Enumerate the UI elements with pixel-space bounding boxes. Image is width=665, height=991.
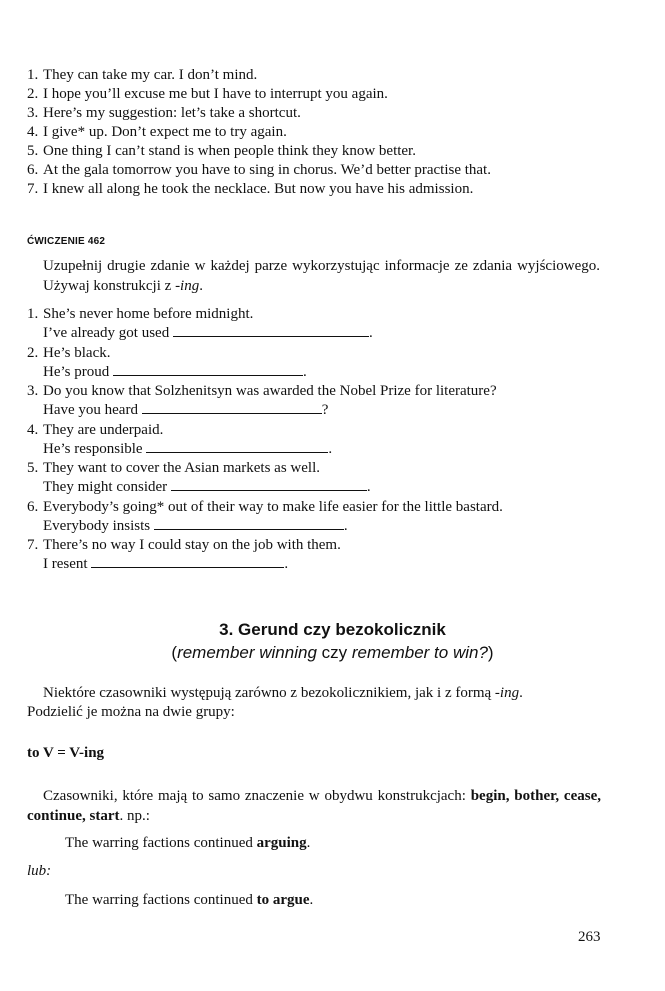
- description: Czasowniki, które mają to samo znaczenie w obydwu konstrukcjach: begin, bother, cease, continue, start. np.:: [27, 788, 601, 824]
- exercise-item: 4. They are underpaid. He’s responsible .: [27, 422, 333, 457]
- exercise-title: ĆWICZENIE 462: [27, 236, 106, 247]
- list-item: 2. I hope you’ll excuse me but I have to interrupt you again.: [27, 86, 388, 102]
- answer-blank[interactable]: [113, 363, 303, 376]
- lub-label: lub:: [27, 863, 52, 879]
- section-subtitle: (remember winning czy remember to win?): [171, 643, 494, 662]
- page-number: 263: [578, 929, 601, 945]
- answer-blank[interactable]: [171, 478, 367, 491]
- answer-blank[interactable]: [146, 440, 328, 453]
- exercise-item: 6. Everybody’s going* out of their way to make life easier for the little bastard. Everybody insists .: [27, 499, 503, 534]
- answer-blank[interactable]: [142, 401, 322, 414]
- section-title: 3. Gerund czy bezokolicznik: [219, 620, 446, 639]
- list-item: 7. I knew all along he took the necklace. But now you have his admission.: [27, 181, 474, 197]
- exercise-item: 5. They want to cover the Asian markets as well. They might consider .: [27, 460, 371, 495]
- example-sentence: The warring factions continued to argue.: [65, 892, 314, 908]
- exercise-instruction: Uzupełnij drugie zdanie w każdej parze wykorzystując informacje ze zdania wyjściowego. Używaj konstrukcji z -ing.: [43, 258, 600, 294]
- exercise-item: 7. There’s no way I could stay on the job with them. I resent .: [27, 537, 341, 572]
- exercise-item: 3. Do you know that Solzhenitsyn was awarded the Nobel Prize for literature? Have you heard ?: [27, 383, 497, 418]
- exercise-item: 2. He’s black. He’s proud .: [27, 345, 307, 380]
- subheading: to V = V-ing: [27, 745, 105, 761]
- exercise-item: 1. She’s never home before midnight. I’ve already got used .: [27, 306, 373, 341]
- intro-line-1: Niektóre czasowniki występują zarówno z bezokolicznikiem, jak i z formą -ing.: [43, 685, 523, 701]
- answer-blank[interactable]: [91, 555, 284, 568]
- example-sentence: The warring factions continued arguing.: [65, 835, 311, 851]
- list-item: 1. They can take my car. I don’t mind.: [27, 67, 258, 83]
- intro-line-2: Podzielić je można na dwie grupy:: [27, 704, 235, 720]
- list-item: 5. One thing I can’t stand is when people think they know better.: [27, 143, 416, 159]
- answer-blank[interactable]: [154, 517, 344, 530]
- list-item: 3. Here’s my suggestion: let’s take a shortcut.: [27, 105, 301, 121]
- list-item: 6. At the gala tomorrow you have to sing in chorus. We’d better practise that.: [27, 162, 491, 178]
- answer-blank[interactable]: [173, 324, 369, 337]
- list-item: 4. I give* up. Don’t expect me to try again.: [27, 124, 287, 140]
